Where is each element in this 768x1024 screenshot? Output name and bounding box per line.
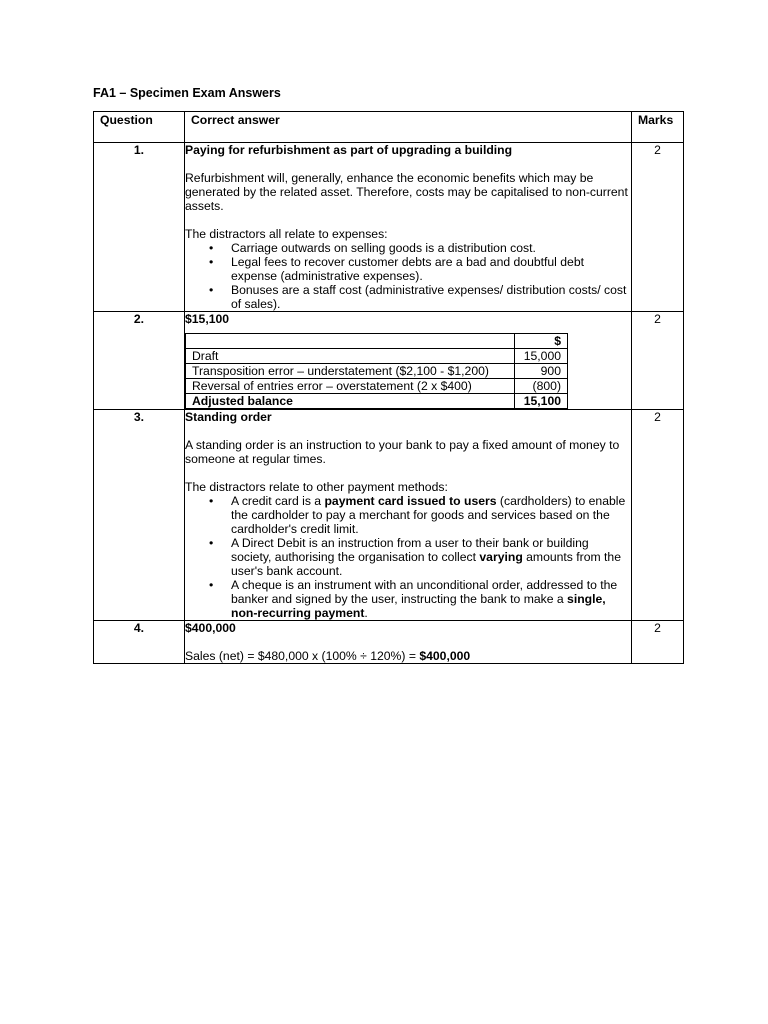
answer-calculation: Sales (net) = $480,000 x (100% ÷ 120%) = $400,000 [185, 649, 471, 663]
answer-paragraph: The distractors all relate to expenses: [185, 227, 388, 241]
answer-heading: $15,100 [185, 312, 230, 326]
list-item: • Carriage outwards on selling goods is a distribution cost. [231, 241, 631, 255]
question-number: 2. [94, 312, 185, 410]
row-label: Adjusted balance [186, 394, 515, 409]
row-value: 15,000 [515, 349, 568, 364]
question-row-4 [94, 621, 684, 664]
answer-paragraph: The distractors relate to other payment methods: [185, 480, 448, 494]
row-value: 15,100 [515, 394, 568, 409]
list-item: • Bonuses are a staff cost (administrative expenses/ distribution costs/ cost of sales). [231, 283, 631, 311]
table-row [186, 394, 568, 409]
question-row-2 [94, 312, 684, 410]
list-item: • Legal fees to recover customer debts are a bad and doubtful debt expense (administrative expenses). [231, 255, 631, 283]
table-row [186, 364, 568, 379]
header-question: Question [94, 112, 185, 143]
list-item: • A credit card is a payment card issued to users (cardholders) to enable the cardholder to pay a merchant for goods and services based on the cardholder's credit limit. [231, 494, 631, 536]
currency-header: $ [515, 334, 568, 349]
question-row-1 [94, 143, 684, 312]
answer-cell [185, 312, 632, 410]
header-row [94, 112, 684, 143]
table-row [186, 379, 568, 394]
page-title: FA1 – Specimen Exam Answers [93, 86, 281, 100]
marks-value: 2 [632, 410, 684, 621]
row-label: Reversal of entries error – overstatement (2 x $400) [186, 379, 515, 394]
reconciliation-table [185, 333, 568, 409]
marks-value: 2 [632, 621, 684, 664]
table-row [186, 334, 568, 349]
marks-value: 2 [632, 143, 684, 312]
answer-heading: Standing order [185, 410, 272, 424]
answer-heading: $400,000 [185, 621, 236, 635]
distractor-list [185, 241, 631, 311]
answers-table [93, 111, 684, 664]
row-value: 900 [515, 364, 568, 379]
answer-paragraph: Refurbishment will, generally, enhance the economic benefits which may be generated by the related asset. Therefore, costs may be capitalised to non-current assets. [185, 171, 628, 213]
row-value: (800) [515, 379, 568, 394]
marks-value: 2 [632, 312, 684, 410]
question-row-3 [94, 410, 684, 621]
header-marks: Marks [632, 112, 684, 143]
row-label: Draft [186, 349, 515, 364]
list-item: • A cheque is an instrument with an unconditional order, addressed to the banker and signed by the user, instructing the bank to make a single, non-recurring payment. [231, 578, 631, 620]
answer-cell [185, 410, 632, 621]
answer-paragraph: A standing order is an instruction to your bank to pay a fixed amount of money to someone at regular times. [185, 438, 620, 466]
question-number: 1. [94, 143, 185, 312]
answer-cell [185, 143, 632, 312]
list-item: • A Direct Debit is an instruction from a user to their bank or building society, authorising the organisation to collect varying amounts from the user's bank account. [231, 536, 631, 578]
question-number: 4. [94, 621, 185, 664]
distractor-list [185, 494, 631, 620]
header-answer: Correct answer [185, 112, 632, 143]
answer-cell [185, 621, 632, 664]
row-label: Transposition error – understatement ($2,100 - $1,200) [186, 364, 515, 379]
answer-heading: Paying for refurbishment as part of upgrading a building [185, 143, 513, 157]
table-row [186, 349, 568, 364]
question-number: 3. [94, 410, 185, 621]
